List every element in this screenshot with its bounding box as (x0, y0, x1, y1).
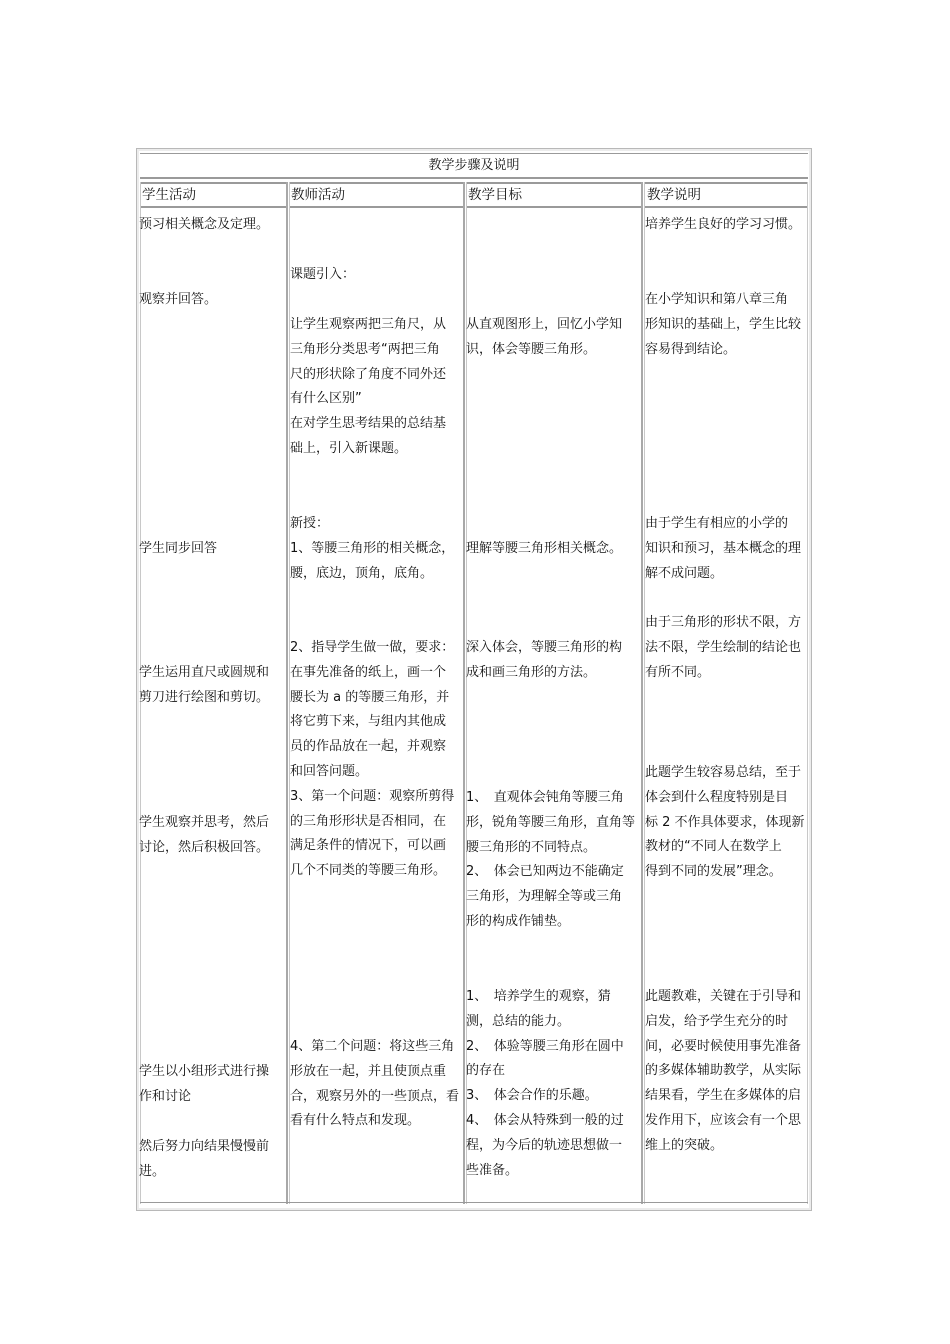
student-activity-cell: 学生同步回答 (139, 541, 218, 556)
teaching-goal-cell: 深入体会，等腰三角形的构 成和画三角形的方法。 (466, 640, 623, 680)
teaching-note-cell: 在小学知识和第八章三角 形知识的基础上，学生比较 容易得到结论。 (645, 292, 802, 357)
table-title: 教学步骤及说明 (140, 153, 808, 179)
header-teaching-goal: 教学目标 (466, 182, 641, 208)
header-teaching-note: 教学说明 (645, 182, 808, 208)
teacher-activity-cell: 课题引入： (290, 267, 356, 282)
teaching-goal-cell: 理解等腰三角形相关概念。 (466, 541, 623, 556)
table-bottom-border (140, 1202, 808, 1203)
student-activity-cell: 然后努力向结果慢慢前 进。 (139, 1139, 270, 1179)
teaching-goal-cell: 1、 直观体会钝角等腰三角 形，锐角等腰三角形，直角等 腰三角形的不同特点。 2、 体会已知两边不能确定 三角形，为理解全等或三角 形的构成作铺垫。 (466, 790, 636, 929)
teaching-goal-cell: 从直观图形上，回忆小学知 识，体会等腰三角形。 (466, 317, 623, 357)
student-activity-cell: 学生以小组形式进行操 作和讨论 (139, 1064, 270, 1104)
student-activity-cell: 学生观察并思考，然后 讨论，然后积极回答。 (139, 815, 270, 855)
teacher-activity-cell: 让学生观察两把三角尺，从 三角形分类思考“两把三角 尺的形状除了角度不同外还 有什么区别” 在对学生思考结果的总结基 础上，引入新课题。 (290, 317, 447, 456)
teaching-note-cell: 由于学生有相应的小学的 知识和预习，基本概念的理 解不成问题。 (645, 516, 802, 581)
teaching-note-cell: 由于三角形的形状不限，方 法不限，学生绘制的结论也 有所不同。 (645, 615, 802, 680)
column-divider (463, 182, 465, 1204)
teaching-note-cell: 培养学生良好的学习习惯。 (645, 217, 802, 232)
teaching-goal-cell: 1、 培养学生的观察，猜 测，总结的能力。 2、 体验等腰三角形在圆中 的存在 3、 体会合作的乐趣。 4、 体会从特殊到一般的过 程，为今后的轨迹思想做一 些准备。 (466, 989, 624, 1178)
column-divider (807, 182, 808, 1204)
header-teacher-activity: 教师活动 (289, 182, 463, 208)
student-activity-cell: 预习相关概念及定理。 (139, 217, 270, 232)
header-student-activity: 学生活动 (140, 182, 286, 208)
column-divider (286, 182, 288, 1204)
teacher-activity-cell: 新授： 1、等腰三角形的相关概念， 腰，底边，顶角，底角。 (290, 516, 455, 581)
teaching-note-cell: 此题教难，关键在于引导和 启发，给予学生充分的时 间，必要时候使用事先准备 的多媒体辅助教学，从实际 结果看，学生在多媒体的启 发作用下，应该会有一个思 维上的突破。 (645, 989, 802, 1153)
student-activity-cell: 观察并回答。 (139, 292, 218, 307)
column-divider (641, 182, 643, 1204)
teaching-note-cell: 此题学生较容易总结，至于 体会到什么程度特别是目 标 2 不作具体要求，体现新 教材的“不同人在数学上 得到不同的发展”理念。 (645, 765, 805, 880)
teacher-activity-cell: 4、第二个问题：将这些三角 形放在一起，并且使顶点重 合，观察另外的一些顶点，看 看有什么特点和发现。 (290, 1039, 460, 1129)
student-activity-cell: 学生运用直尺或圆规和 剪刀进行绘图和剪切。 (139, 665, 270, 705)
teacher-activity-cell: 2、指导学生做一做，要求： 在事先准备的纸上，画一个 腰长为 a 的等腰三角形，并 将它剪下来，与组内其他成 员的作品放在一起，并观察 和回答问题。 3、第一个问题：观察所剪得 的三角形形状是否相同，在 满足条件的情况下，可以画 几个不同类的等腰三角形。 (290, 640, 455, 879)
